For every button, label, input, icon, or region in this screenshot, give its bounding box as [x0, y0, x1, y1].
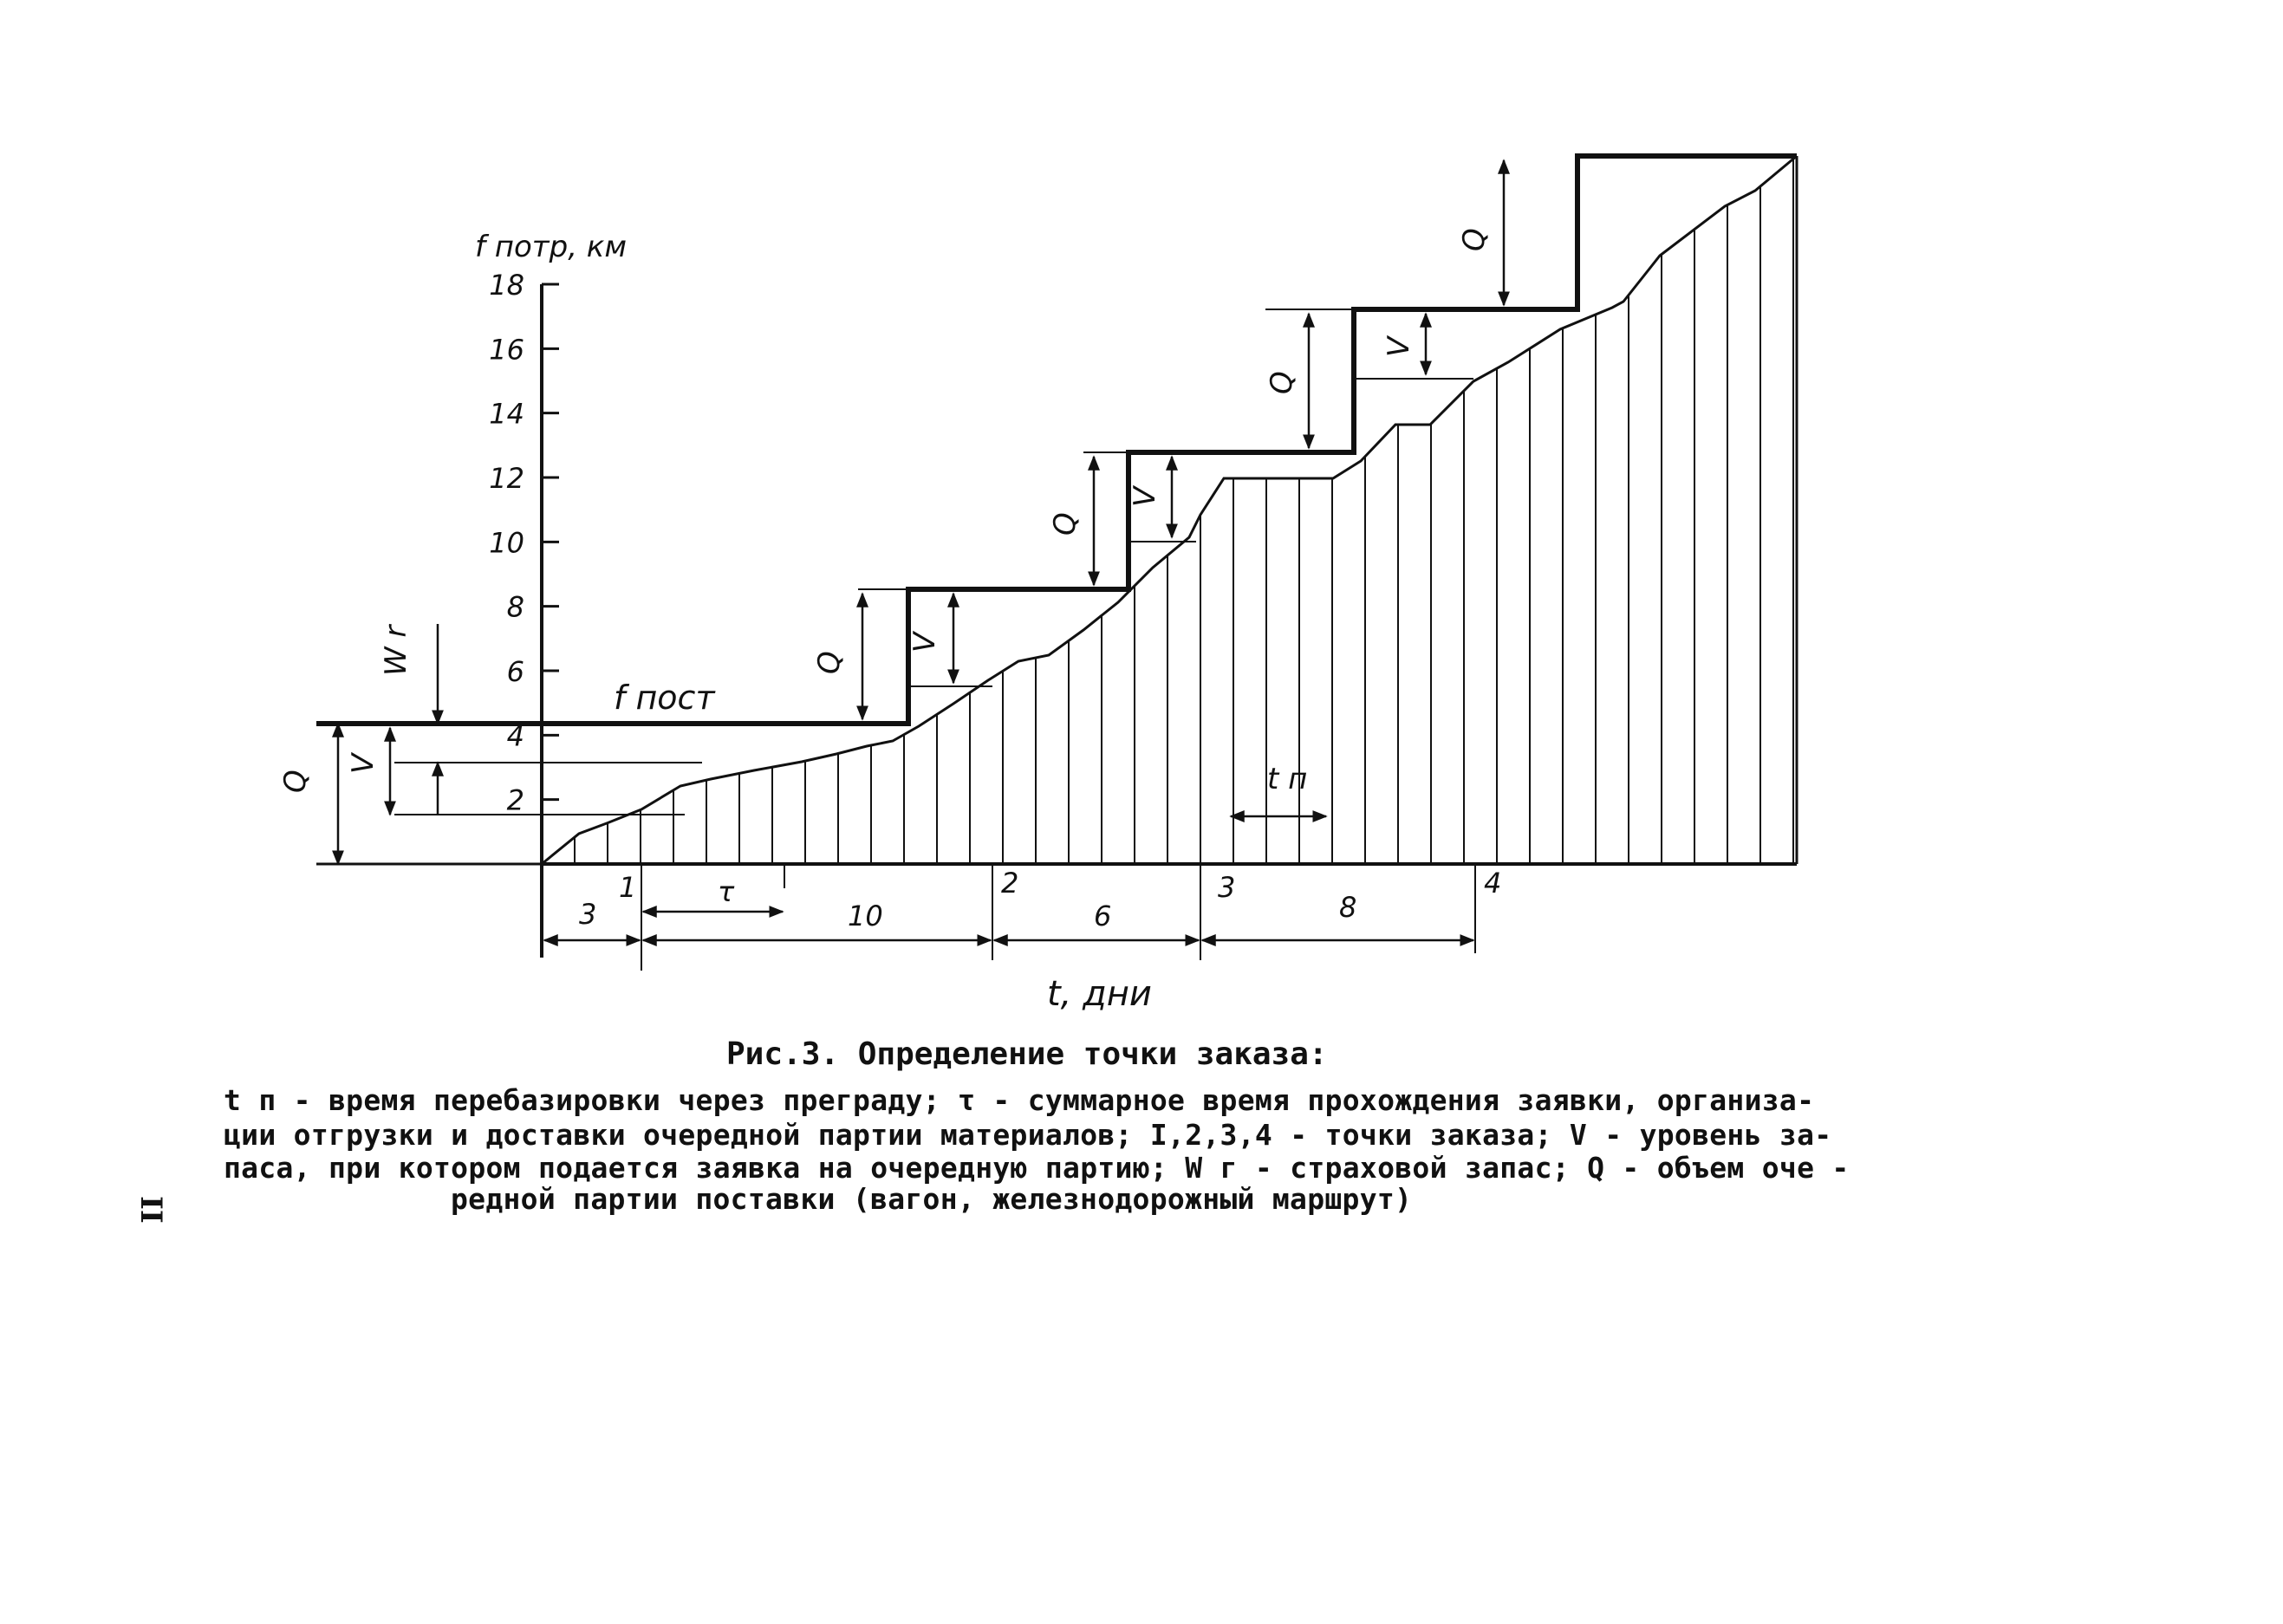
figure-caption-line-1: t п - время перебазировки через преграду; τ - суммарное время прохождения заявки, организа- [224, 1083, 1815, 1117]
page-number: II [133, 1196, 168, 1224]
figure-caption-line-2: ции отгрузки и доставки очередной партии материалов; I,2,3,4 - точки заказа; V - уровень за- [224, 1118, 1832, 1152]
interval-label-10: 10 [848, 900, 883, 932]
y-tick-label-14: 14 [489, 397, 524, 431]
figure-caption-line-3: паса, при котором подается заявка на очередную партию; W г - страховой запас; Q - объем оче - [224, 1151, 1850, 1185]
y-tick-labels [489, 269, 524, 817]
x-axis-title: t, дни [1047, 974, 1152, 1014]
figure-caption-title: Рис.3. Определение точки заказа: [726, 1036, 1328, 1072]
q-label-1: Q [812, 651, 847, 674]
y-tick-label-8: 8 [506, 590, 524, 624]
y-tick-label-12: 12 [489, 462, 524, 495]
supply-curve-label: f пост [614, 679, 715, 717]
order-point-4: 4 [1484, 867, 1502, 900]
v-label-left: V [346, 753, 380, 774]
y-tick-label-10: 10 [489, 526, 524, 560]
interval-label-tau: τ [718, 875, 735, 908]
w-label-left: W r [379, 625, 413, 676]
y-tick-label-2: 2 [506, 783, 524, 817]
consumption-curve [542, 156, 1797, 864]
y-tick-label-18: 18 [489, 269, 524, 302]
interval-label-6: 6 [1094, 900, 1112, 932]
order-point-1: 1 [619, 871, 637, 904]
order-point-2: 2 [1001, 867, 1019, 900]
interval-label-3: 3 [579, 898, 597, 931]
y-axis-title: f потр, км [475, 230, 627, 264]
figure-caption-line-4: редной партии поставки (вагон, железнодорожный маршрут) [451, 1182, 1413, 1216]
tp-label: t п [1267, 762, 1308, 796]
v-label-3: V [1382, 336, 1416, 357]
q-label-3: Q [1265, 371, 1299, 394]
v-label-1: V [907, 632, 942, 653]
q-label-left: Q [278, 770, 313, 793]
q-label-2: Q [1048, 512, 1083, 536]
y-tick-label-4: 4 [506, 719, 524, 753]
consumption-hatching [575, 159, 1793, 864]
order-point-3: 3 [1218, 871, 1236, 904]
y-tick-label-6: 6 [506, 655, 524, 688]
y-tick-label-16: 16 [489, 333, 524, 367]
interval-label-8: 8 [1339, 891, 1357, 924]
v-label-2: V [1128, 486, 1162, 507]
q-label-4: Q [1457, 228, 1492, 251]
